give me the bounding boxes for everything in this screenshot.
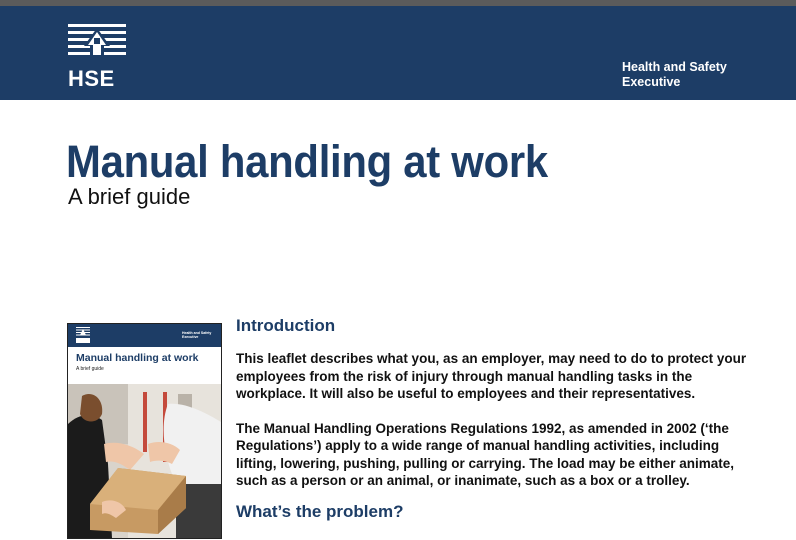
- cover-subtitle: A brief guide: [76, 366, 104, 372]
- organization-name: Health and Safety Executive: [622, 60, 727, 89]
- page-header: [0, 6, 796, 100]
- hse-logo-text: HSE: [68, 66, 115, 91]
- cover-logo-icon: [76, 327, 90, 344]
- page-subtitle: A brief guide: [68, 184, 191, 209]
- cover-photo-image: [68, 384, 221, 538]
- page-title: Manual handling at work: [66, 136, 548, 187]
- cover-organization: Health and Safety Executive: [182, 331, 212, 339]
- intro-paragraph-2: The Manual Handling Operations Regulations 1992, as amended in 2002 (‘the Regulations’) apply to a wide range of manual handling activities, including lifting, lowering, pushing, pulling or carrying. The load may be either animate, such as a person or an animal, or inanimate, such as a box or a trolley.: [236, 420, 735, 488]
- cover-title: Manual handling at work: [76, 352, 199, 364]
- section-heading-introduction: Introduction: [236, 316, 336, 335]
- cover-header: [68, 324, 221, 347]
- cover-thumbnail: [67, 323, 222, 539]
- intro-paragraph-1: This leaflet describes what you, as an employer, may need to do to protect your employees from the risk of injury through manual handling tasks in the workplace. It will also be useful to employees and their representatives.: [236, 351, 747, 401]
- section-heading-whats-the-problem: What’s the problem?: [236, 501, 404, 521]
- main-content: [236, 316, 756, 522]
